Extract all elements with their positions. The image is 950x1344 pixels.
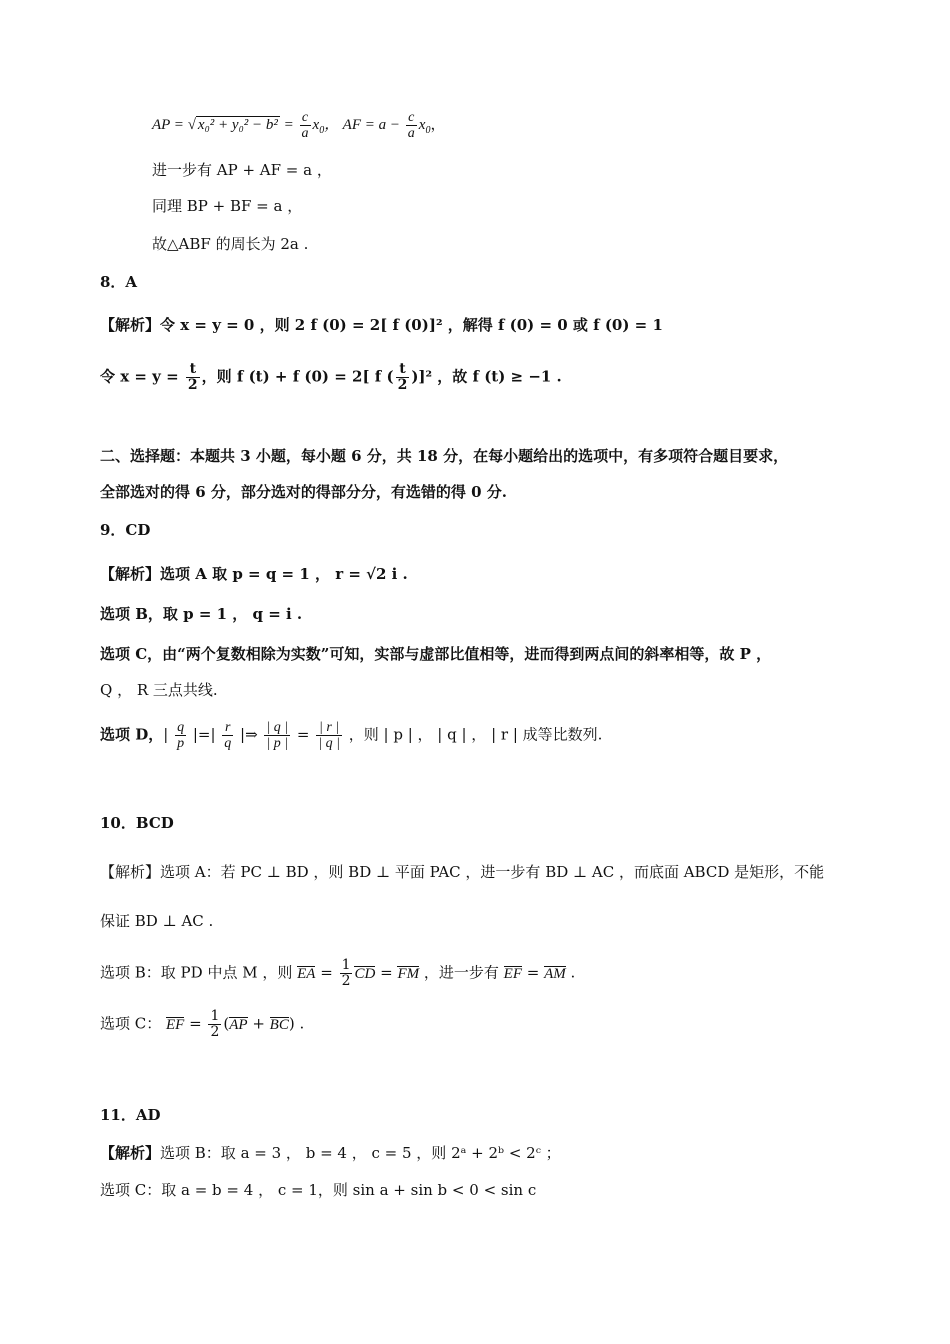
fraction-c-over-a: $\frac{c}{a}$ xyxy=(301,110,309,141)
q11-heading: 11．AD xyxy=(100,1106,161,1124)
q10-line4: 选项 C： EF = $\frac{1}{2}$ (AP + BC) . xyxy=(100,1008,305,1040)
q9-heading: 9．CD xyxy=(100,521,151,539)
q9-line5: 选项 D，| $\frac{q}{p}$ |=| $\frac{r}{q}$ |⇒ $\frac{| q |}{| p |}$ = $\frac{| r |}{| q |}$ ，则 | p | ， | q | ， | r | 成等比数列. xyxy=(100,720,603,751)
section2-line2: 全部选对的得 6 分，部分选对的得部分分，有选错的得 0 分. xyxy=(100,483,507,501)
q10-line1: 【解析】选项 A：若 PC ⊥ BD ，则 BD ⊥ 平面 PAC ，进一步有 BD ⊥ AC ，而底面 ABCD 是矩形，不能 xyxy=(100,863,825,881)
q9-line3: 选项 C，由“两个复数相除为实数”可知，实部与虚部比值相等，进而得到两点间的斜率相等，故 P ， xyxy=(100,645,772,663)
q8-line2: 令 x = y = $\frac{t}{2}$ ，则 f (t) + f (0) = 2[ f ( $\frac{t}{2}$ )]² ，故 f (t) ≥ −1 . xyxy=(100,361,562,393)
q10-line3: 选项 B：取 PD 中点 M ，则 EA = $\frac{1}{2}$ CD = FM ，进一步有 EF = AM . xyxy=(100,957,576,989)
q11-line2: 选项 C：取 a = b = 4 ， c = 1，则 sin a + sin b < 0 < sin c xyxy=(100,1181,537,1199)
q7-line1: AP = √ x₀² + y₀² − b² = $\frac{c}{a}$ $x_0$， AF = a − $\frac{c}{a}$ $x_0$， xyxy=(152,110,446,141)
q10-line2: 保证 BD ⊥ AC . xyxy=(100,912,214,930)
q7-line2: 进一步有 AP + AF = a ， xyxy=(152,161,332,179)
section2-line1: 二、选择题：本题共 3 小题，每小题 6 分，共 18 分，在每小题给出的选项中，有多项符合题目要求， xyxy=(100,447,789,465)
q7-line3: 同理 BP + BF = a ， xyxy=(152,197,303,215)
q7-line4: 故△ABF 的周长为 2a . xyxy=(152,235,309,253)
sqrt-expression: x₀² + y₀² − b² xyxy=(197,116,278,133)
fraction-c-over-a-2: $\frac{c}{a}$ xyxy=(407,110,415,141)
q9-line1: 【解析】选项 A 取 p = q = 1 ， r = √2 i . xyxy=(100,565,408,583)
q8-line1: 【解析】令 x = y = 0 ，则 2 f (0) = 2[ f (0)]² ，解得 f (0) = 0 或 f (0) = 1 xyxy=(100,316,663,334)
q11-line1: 【解析】选项 B：取 a = 3 ， b = 4 ， c = 5 ，则 2ᵃ + 2ᵇ < 2ᶜ ； xyxy=(100,1144,561,1162)
q9-line4: Q ， R 三点共线. xyxy=(100,681,218,699)
fraction-t-over-2-b: $\frac{t}{2}$ xyxy=(397,361,408,393)
fraction-t-over-2: $\frac{t}{2}$ xyxy=(187,361,198,393)
q9-line2: 选项 B，取 p = 1 ， q = i . xyxy=(100,605,303,623)
q8-heading: 8．A xyxy=(100,273,138,291)
q10-heading: 10．BCD xyxy=(100,814,174,832)
